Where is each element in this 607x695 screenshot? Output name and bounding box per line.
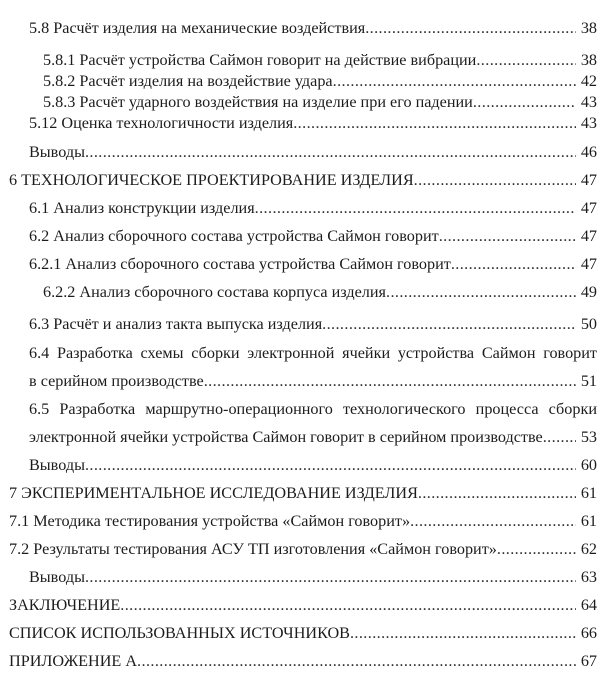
dot-leader	[137, 647, 576, 675]
toc-entry-title-line1: 6.5 Разработка маршрутно-операционного технологического процесса сборки	[29, 400, 597, 418]
toc-row	[29, 14, 597, 42]
toc-entry-title-line1: 6.4 Разработка схемы сборки электронной ячейки устройства Саймон говорит	[29, 344, 597, 362]
toc-entry	[9, 250, 597, 278]
toc-entry-title: Выводы	[29, 143, 85, 161]
toc-entry	[9, 138, 597, 166]
toc-entry-title: 6.2.2 Анализ сборочного состава корпуса изделия	[43, 283, 386, 301]
toc-page-number: 43	[580, 93, 597, 111]
toc-entry	[9, 92, 597, 113]
toc-row	[9, 619, 597, 647]
toc-row	[43, 50, 597, 71]
toc-row	[9, 166, 597, 194]
toc-entry-title: в серийном производстве	[29, 372, 204, 390]
dot-leader	[293, 113, 576, 134]
dot-leader	[85, 451, 576, 479]
toc-entry-title: 5.12 Оценка технологичности изделия	[29, 114, 294, 132]
toc-entry-title: 6 ТЕХНОЛОГИЧЕСКОЕ ПРОЕКТИРОВАНИЕ ИЗДЕЛИЯ	[9, 171, 414, 189]
dot-leader	[451, 250, 576, 278]
toc-row	[29, 423, 597, 451]
toc-entry-title: 7 ЭКСПЕРИМЕНТАЛЬНОЕ ИССЛЕДОВАНИЕ ИЗДЕЛИЯ	[9, 484, 418, 502]
dot-leader	[350, 619, 576, 647]
toc-entry	[9, 278, 597, 306]
toc-entry	[9, 479, 597, 507]
toc-row	[43, 71, 597, 92]
toc-page-number: 67	[580, 652, 597, 670]
toc-entry	[9, 647, 597, 675]
toc-entry	[9, 222, 597, 250]
dot-leader	[386, 278, 576, 306]
dot-leader	[543, 423, 576, 451]
toc-page-number: 61	[580, 484, 597, 502]
toc-entry-title: ПРИЛОЖЕНИЕ А	[9, 652, 138, 670]
toc-entry	[9, 50, 597, 71]
toc-entry	[9, 535, 597, 563]
toc-entry-title: 6.2.1 Анализ сборочного состава устройства Саймон говорит	[29, 255, 451, 273]
toc-entry	[9, 507, 597, 535]
toc-entry	[9, 113, 597, 134]
dot-leader	[255, 194, 576, 222]
toc-row	[29, 563, 597, 591]
toc-row	[9, 591, 597, 619]
dot-leader	[418, 479, 576, 507]
toc-page-number: 47	[580, 171, 597, 189]
toc-row	[9, 479, 597, 507]
toc-page-number: 60	[580, 456, 597, 474]
toc-entry-title: 5.8 Расчёт изделия на механические воздействия	[29, 19, 366, 37]
toc-row	[43, 92, 597, 113]
toc-page-number: 61	[580, 512, 597, 530]
toc-entry-title: Выводы	[29, 456, 85, 474]
dot-leader	[85, 138, 576, 166]
toc-entry-title: электронной ячейки устройства Саймон говорит в серийном производстве	[29, 428, 543, 446]
toc-page-number: 64	[580, 596, 597, 614]
toc-entry-title: 7.2 Результаты тестирования АСУ ТП изготовления «Саймон говорит»	[9, 540, 497, 558]
toc-entry	[9, 314, 597, 335]
toc-page-number: 43	[580, 114, 597, 132]
toc-page-number: 66	[580, 624, 597, 642]
toc-row	[29, 194, 597, 222]
toc-entry-title: 7.1 Методика тестирования устройства «Саймон говорит»	[9, 512, 411, 530]
toc-entry-title: 6.1 Анализ конструкции изделия	[29, 199, 255, 217]
toc-row	[43, 278, 597, 306]
toc-row	[29, 250, 597, 278]
toc-entry	[9, 14, 597, 42]
dot-leader	[322, 314, 576, 335]
toc-page-number: 63	[580, 568, 597, 586]
dot-leader	[439, 222, 576, 250]
toc-page-number: 38	[580, 51, 597, 69]
toc-entry	[9, 395, 597, 451]
toc-page-number: 62	[580, 540, 597, 558]
toc-entry-title: 5.8.1 Расчёт устройства Саймон говорит на действие вибрации	[43, 51, 477, 69]
toc-row	[9, 647, 597, 675]
toc-entry-title: 6.2 Анализ сборочного состава устройства Саймон говорит	[29, 227, 439, 245]
toc-page-number: 50	[580, 315, 597, 333]
toc-entry-title: ЗАКЛЮЧЕНИЕ	[9, 596, 121, 614]
toc-entry-title: Выводы	[29, 568, 85, 586]
toc-row	[29, 314, 597, 335]
toc-entry	[9, 563, 597, 591]
toc-list	[9, 14, 597, 675]
toc-row	[9, 507, 597, 535]
toc-entry-title: 5.8.3 Расчёт ударного воздействия на изделие при его падении	[43, 93, 473, 111]
toc-entry	[9, 451, 597, 479]
toc-row	[29, 113, 597, 134]
toc-page-number: 53	[580, 428, 597, 446]
toc-row	[29, 451, 597, 479]
dot-leader	[85, 563, 576, 591]
dot-leader	[414, 166, 576, 194]
dot-leader	[473, 92, 576, 113]
toc-row	[29, 222, 597, 250]
toc-entry-title: 6.3 Расчёт и анализ такта выпуска изделия	[29, 315, 323, 333]
toc-row	[29, 367, 597, 395]
dot-leader	[476, 50, 575, 71]
toc-entry	[9, 339, 597, 395]
toc-page-number: 46	[580, 143, 597, 161]
toc-row	[29, 138, 597, 166]
toc-page-number: 47	[580, 255, 597, 273]
toc-entry	[9, 71, 597, 92]
toc-page-number: 47	[580, 199, 597, 217]
toc-entry	[9, 619, 597, 647]
toc-page-number: 51	[580, 372, 597, 390]
toc-entry	[9, 166, 597, 194]
toc-page-number: 47	[580, 227, 597, 245]
dot-leader	[365, 14, 576, 42]
toc-entry-title: СПИСОК ИСПОЛЬЗОВАННЫХ ИСТОЧНИКОВ	[9, 624, 350, 642]
toc-page-number: 49	[580, 283, 597, 301]
dot-leader	[204, 367, 576, 395]
toc-entry	[9, 591, 597, 619]
toc-page-number: 38	[580, 19, 597, 37]
dot-leader	[333, 71, 576, 92]
dot-leader	[410, 507, 576, 535]
toc-row	[9, 535, 597, 563]
dot-leader	[497, 535, 576, 563]
toc-entry	[9, 194, 597, 222]
dot-leader	[120, 591, 576, 619]
toc-entry-title: 5.8.2 Расчёт изделия на воздействие удара	[43, 72, 333, 90]
toc-page-number: 42	[580, 72, 597, 90]
